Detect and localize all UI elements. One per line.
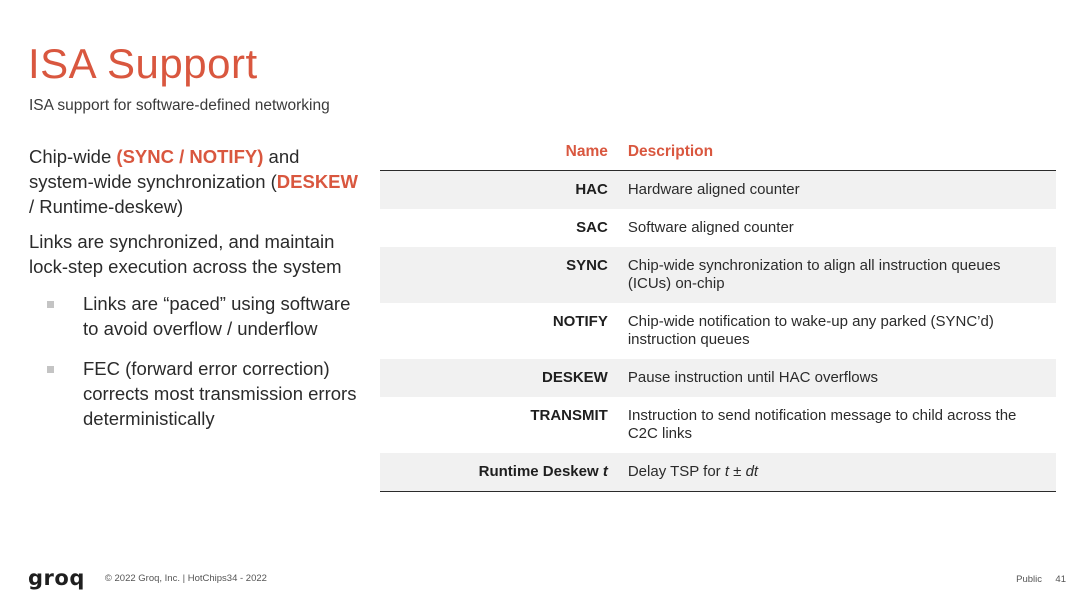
instruction-description: Chip-wide notification to wake-up any parked (SYNC’d) instruction queues: [627, 313, 994, 348]
sync-paragraph-post: / Runtime-deskew): [29, 196, 184, 217]
table-row: [380, 397, 1056, 453]
instruction-description: Chip-wide synchronization to align all instruction queues (ICUs) on-chip: [618, 247, 1056, 303]
table-row: [380, 453, 1056, 492]
footer: [28, 566, 267, 590]
deskew-highlight: DESKEW: [276, 171, 358, 192]
sync-notify-highlight: (SYNC / NOTIFY): [116, 146, 264, 167]
instruction-name: DESKEW: [380, 359, 618, 397]
page-number: 41: [1055, 574, 1066, 585]
slide-title: ISA Support: [28, 40, 258, 87]
sync-paragraph-mid: and system-wide synchronization (: [29, 146, 300, 192]
column-header-name: Name: [380, 137, 618, 171]
slide-subtitle: ISA support for software-defined networking: [29, 97, 330, 114]
copyright-text: © 2022 Groq, Inc. | HotChips34 - 2022: [104, 572, 267, 584]
table-row: [380, 171, 1056, 210]
instruction-name: SYNC: [380, 247, 618, 303]
instruction-description: [618, 453, 1056, 492]
instruction-name: NOTIFY: [552, 313, 608, 330]
instruction-description: Instruction to send notification message to child across the C2C links: [627, 407, 1017, 442]
table-header-row: [380, 137, 1056, 171]
table-row: [380, 209, 1056, 247]
bullet-list: [29, 291, 359, 431]
sync-paragraph-pre: Chip-wide: [29, 146, 117, 167]
sync-paragraph: [29, 144, 359, 219]
square-bullet-icon: [47, 301, 54, 308]
instruction-description: Software aligned counter: [627, 219, 794, 236]
instruction-description: Pause instruction until HAC overflows: [618, 359, 1056, 397]
instruction-name-variable: t: [602, 463, 608, 480]
left-column: [29, 144, 359, 446]
bullet-item: [29, 291, 359, 341]
instruction-name: SAC: [576, 219, 608, 236]
bullet-item: [29, 356, 359, 431]
table-row: [380, 303, 1056, 359]
instruction-description-variable: t ± dt: [724, 463, 759, 480]
table-row: [380, 247, 1056, 303]
table-row: [380, 359, 1056, 397]
instruction-name-prefix: Runtime Deskew: [478, 463, 603, 480]
isa-table: [380, 137, 1056, 492]
instruction-description-prefix: Delay TSP for: [627, 463, 725, 480]
bullet-text: Links are “paced” using software to avoid overflow / underflow: [83, 293, 351, 339]
instruction-name: TRANSMIT: [530, 407, 608, 424]
column-header-description: Description: [618, 137, 1056, 171]
square-bullet-icon: [47, 366, 54, 373]
classification-label: Public: [1016, 574, 1042, 585]
bullet-text: FEC (forward error correction) corrects most transmission errors deterministically: [83, 358, 357, 429]
instruction-description: Hardware aligned counter: [618, 171, 1056, 210]
instruction-name: HAC: [380, 171, 618, 210]
links-paragraph: Links are synchronized, and maintain lock-step execution across the system: [29, 231, 342, 277]
groq-logo: groq: [28, 566, 85, 590]
instruction-name: [380, 453, 618, 492]
